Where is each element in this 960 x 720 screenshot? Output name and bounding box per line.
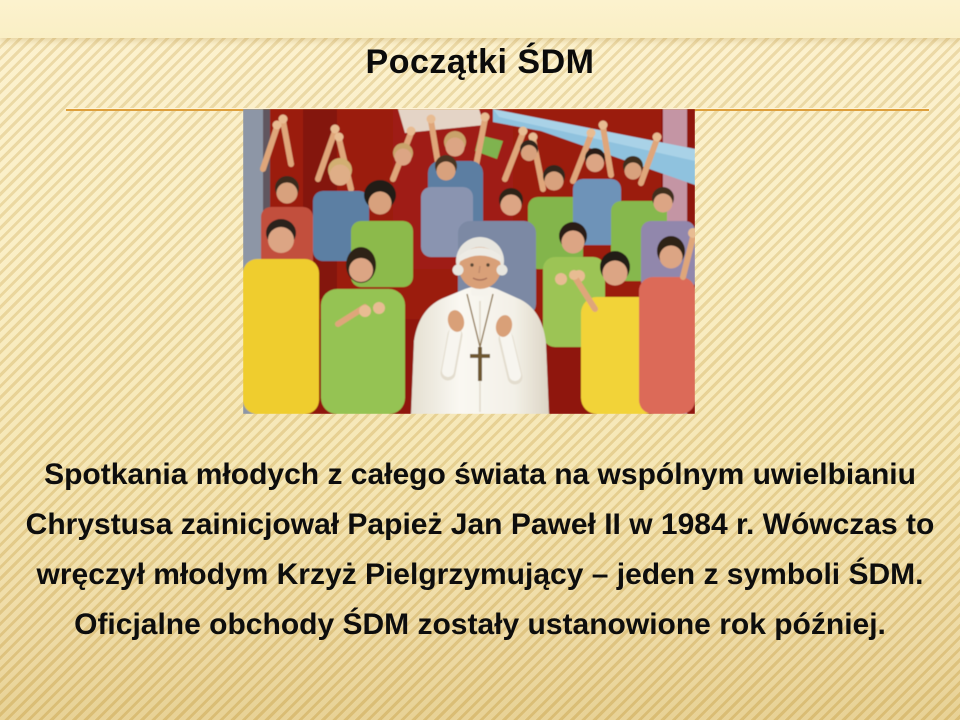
- body-line: Oficjalne obchody ŚDM zostały ustanowione rok później.: [74, 608, 886, 641]
- crowd-photo-illustration: [243, 109, 695, 414]
- top-band: [0, 0, 960, 38]
- body-text: [0, 450, 960, 650]
- body-line: Chrystusa zainicjował Papież Jan Paweł II w 1984 r. Wówczas to: [25, 508, 935, 541]
- body-line: Spotkania młodych z całego świata na wspólnym uwielbianiu: [44, 458, 916, 491]
- body-line: wręczył młodym Krzyż Pielgrzymujący – jeden z symboli ŚDM.: [36, 558, 924, 591]
- slide-title: Początki ŚDM: [365, 43, 595, 81]
- crowd-photo: [243, 109, 695, 414]
